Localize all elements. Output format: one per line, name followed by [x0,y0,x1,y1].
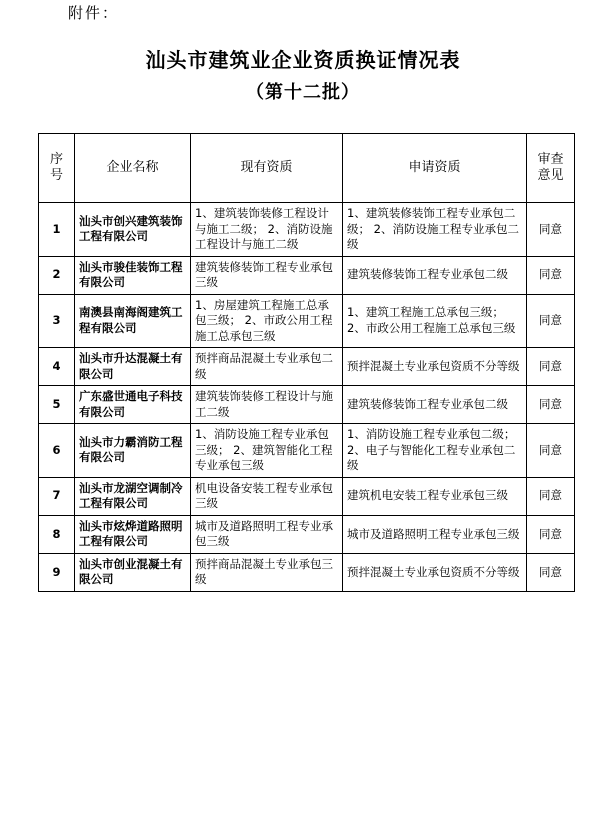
cell-sequence: 2 [39,256,75,294]
cell-review-opinion: 同意 [527,477,575,515]
cell-applied-qualification: 建筑装修装饰工程专业承包二级 [343,386,527,424]
table-row [39,203,575,257]
table-header-row [39,134,575,203]
cell-company: 汕头市升达混凝土有限公司 [75,348,191,386]
cell-sequence: 9 [39,553,75,591]
cell-review-opinion: 同意 [527,203,575,257]
cell-review-opinion: 同意 [527,515,575,553]
cell-sequence: 5 [39,386,75,424]
cell-current-qualification: 城市及道路照明工程专业承包三级 [191,515,343,553]
cell-current-qualification: 预拌商品混凝土专业承包三级 [191,553,343,591]
cell-current-qualification: 建筑装饰装修工程设计与施工二级 [191,386,343,424]
column-header-review-opinion-line2: 意见 [537,168,564,183]
cell-applied-qualification: 1、建筑工程施工总承包三级； 2、市政公用工程施工总承包三级 [343,294,527,348]
cell-company: 广东盛世通电子科技有限公司 [75,386,191,424]
column-header-review-opinion [527,134,575,203]
cell-applied-qualification: 建筑装修装饰工程专业承包二级 [343,256,527,294]
cell-sequence: 6 [39,424,75,478]
cell-review-opinion: 同意 [527,386,575,424]
column-header-review-opinion-line1: 审查 [537,151,564,167]
column-header-current-qualification: 现有资质 [191,134,343,203]
cell-review-opinion: 同意 [527,348,575,386]
cell-company: 汕头市创业混凝土有限公司 [75,553,191,591]
cell-applied-qualification: 预拌混凝土专业承包资质不分等级 [343,553,527,591]
table-row [39,515,575,553]
cell-company: 汕头市创兴建筑装饰工程有限公司 [75,203,191,257]
cell-sequence: 7 [39,477,75,515]
cell-company: 汕头市力霸消防工程有限公司 [75,424,191,478]
table-row [39,477,575,515]
cell-current-qualification: 1、消防设施工程专业承包三级； 2、建筑智能化工程专业承包三级 [191,424,343,478]
cell-current-qualification: 预拌商品混凝土专业承包二级 [191,348,343,386]
table-row [39,553,575,591]
cell-current-qualification: 机电设备安装工程专业承包三级 [191,477,343,515]
cell-review-opinion: 同意 [527,294,575,348]
column-header-sequence-line1: 序 [49,151,63,167]
qualification-table [38,133,575,592]
attachment-label: 附件： [68,4,120,22]
cell-company: 汕头市炫烨道路照明工程有限公司 [75,515,191,553]
table-row [39,256,575,294]
column-header-applied-qualification: 申请资质 [343,134,527,203]
cell-applied-qualification: 预拌混凝土专业承包资质不分等级 [343,348,527,386]
cell-sequence: 3 [39,294,75,348]
cell-current-qualification: 建筑装修装饰工程专业承包三级 [191,256,343,294]
column-header-company: 企业名称 [75,134,191,203]
table-body [39,203,575,592]
cell-review-opinion: 同意 [527,256,575,294]
cell-company: 南澳县南海阁建筑工程有限公司 [75,294,191,348]
cell-applied-qualification: 建筑机电安装工程专业承包三级 [343,477,527,515]
cell-sequence: 4 [39,348,75,386]
table-row [39,294,575,348]
cell-sequence: 1 [39,203,75,257]
column-header-sequence-line2: 号 [49,168,63,183]
cell-review-opinion: 同意 [527,553,575,591]
table-row [39,424,575,478]
table-row [39,348,575,386]
cell-review-opinion: 同意 [527,424,575,478]
cell-company: 汕头市龙湖空调制冷工程有限公司 [75,477,191,515]
page-title: 汕头市建筑业企业资质换证情况表 [145,48,461,72]
cell-company: 汕头市骏佳装饰工程有限公司 [75,256,191,294]
cell-applied-qualification: 1、建筑装修装饰工程专业承包二级； 2、消防设施工程专业承包二级 [343,203,527,257]
qualification-table-wrapper [38,133,574,592]
cell-applied-qualification: 1、消防设施工程专业承包二级； 2、电子与智能化工程专业承包二级 [343,424,527,478]
cell-sequence: 8 [39,515,75,553]
page-subtitle: （第十二批） [246,82,360,103]
table-row [39,386,575,424]
column-header-sequence [39,134,75,203]
cell-current-qualification: 1、房屋建筑工程施工总承包三级； 2、市政公用工程施工总承包三级 [191,294,343,348]
cell-current-qualification: 1、建筑装饰装修工程设计与施工二级； 2、消防设施工程设计与施工二级 [191,203,343,257]
cell-applied-qualification: 城市及道路照明工程专业承包三级 [343,515,527,553]
